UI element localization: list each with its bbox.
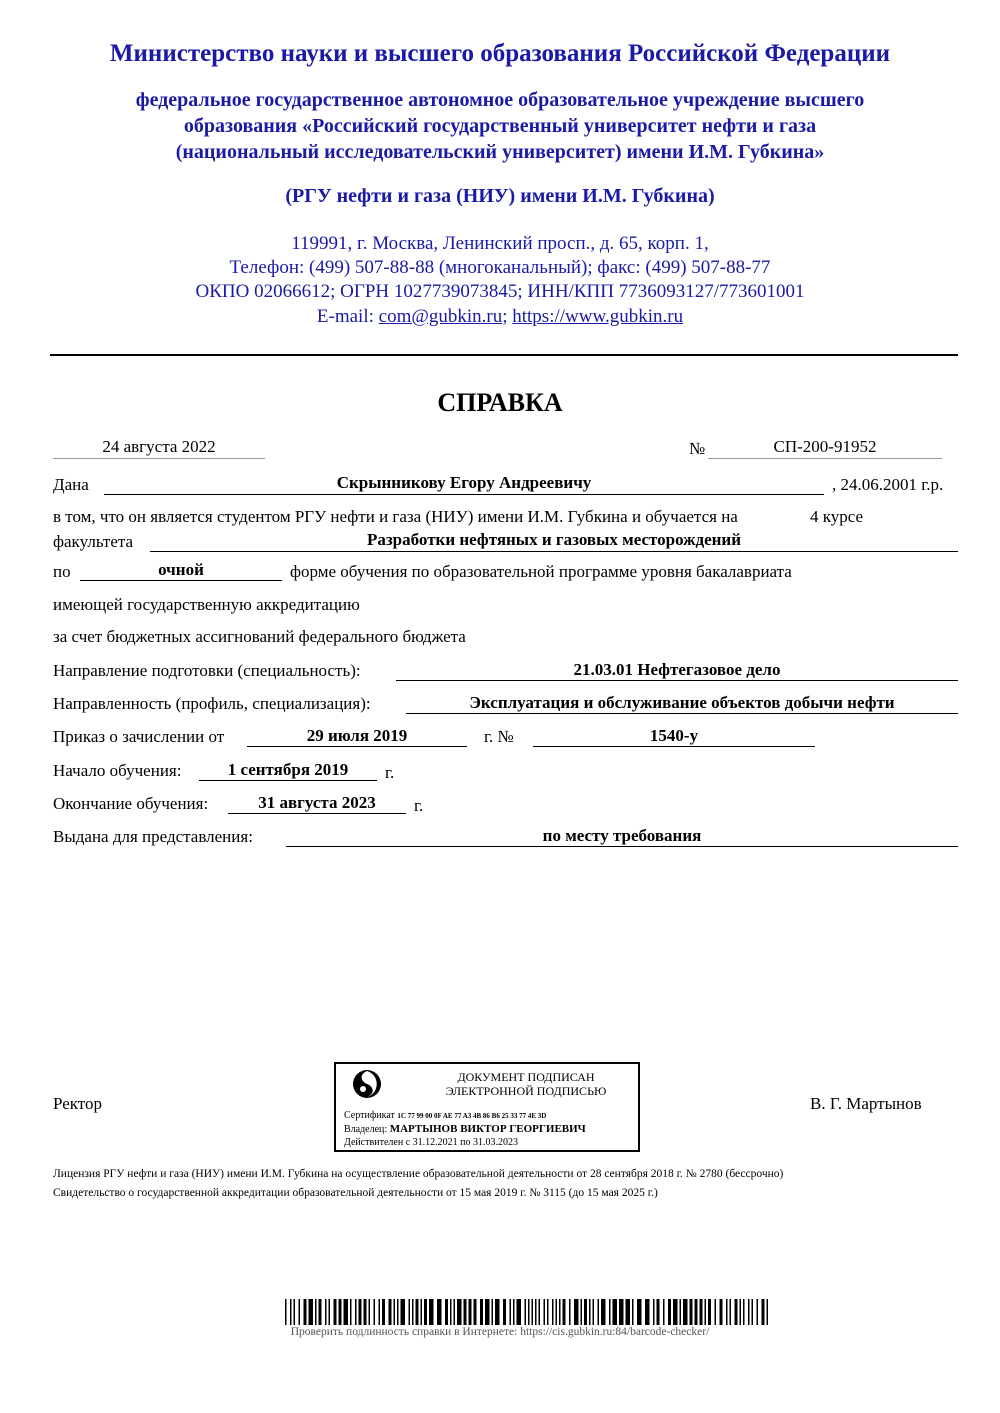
barcode-bar — [329, 1299, 331, 1325]
barcode-bar — [510, 1299, 512, 1325]
study-form-underline — [80, 580, 282, 581]
program-text: форме обучения по образовательной программе уровня бакалавриата — [290, 562, 792, 581]
start-suffix: г. — [385, 763, 395, 782]
barcode-bar — [379, 1299, 381, 1325]
stamp-title-1: ДОКУМЕНТ ПОДПИСАН — [457, 1070, 595, 1084]
barcode-bar — [364, 1299, 367, 1325]
rector-label: Ректор — [53, 1094, 103, 1113]
barcode-bar — [663, 1299, 665, 1325]
cert-label: Сертификат — [344, 1110, 395, 1121]
order-date: 29 июля 2019 — [306, 726, 408, 745]
valid-label: Действителен — [344, 1137, 404, 1148]
barcode-bar — [695, 1299, 698, 1325]
barcode-bar — [437, 1299, 442, 1325]
direction-value: 21.03.01 Нефтегазовое дело — [573, 660, 781, 679]
barcode-bar — [574, 1299, 579, 1325]
barcode-bar — [705, 1299, 707, 1325]
owner-label: Владелец: — [344, 1124, 388, 1135]
barcode-bar — [637, 1299, 642, 1325]
document-title: СПРАВКА — [437, 388, 563, 417]
barcode-bar — [309, 1299, 314, 1325]
ministry-title: Министерство науки и высшего образования Российской Федерации — [109, 40, 891, 67]
barcode-bar — [315, 1299, 317, 1325]
barcode-bar — [532, 1299, 534, 1325]
org-name-line-1: федеральное государственное автономное образовательное учреждение высшего — [135, 89, 865, 111]
barcode-bar — [673, 1299, 678, 1325]
funding-text: за счет бюджетных ассигнований федерального бюджета — [53, 627, 466, 646]
profile-underline — [406, 713, 958, 714]
owner-value: МАРТЫНОВ ВИКТОР ГЕОРГИЕВИЧ — [389, 1123, 586, 1135]
rector-name: В. Г. Мартынов — [810, 1094, 922, 1113]
barcode-bar — [513, 1299, 515, 1325]
end-suffix: г. — [414, 796, 424, 815]
barcode-bar — [556, 1299, 558, 1325]
date-underline — [53, 458, 265, 459]
emblem-icon — [348, 1069, 386, 1099]
accreditation-text: имеющей государственную аккредитацию — [53, 595, 360, 614]
barcode-bar — [619, 1299, 624, 1325]
barcode-bar — [730, 1299, 732, 1325]
order-label: Приказ о зачислении от — [53, 727, 225, 746]
barcode-bar — [389, 1299, 392, 1325]
barcode-bar — [609, 1299, 611, 1325]
given-label: Дана — [53, 475, 89, 494]
barcode-bar — [429, 1299, 434, 1325]
direction-label: Направление подготовки (специальность): — [53, 661, 361, 680]
org-contacts — [0, 306, 1000, 328]
email-prefix: E-mail: — [316, 306, 379, 327]
status-text: в том, что он является студентом РГУ нефти и газа (НИУ) имени И.М. Губкина и обучается на — [53, 507, 738, 526]
barcode-bar — [344, 1299, 349, 1325]
birth-date: , 24.06.2001 г.р. — [832, 475, 944, 494]
license-text: Лицензия РГУ нефти и газа (НИУ) имени И.М. Губкина на осуществление образовательной деятельности от 28 сентября 2018 г. № 2780 (бессрочно) — [53, 1168, 784, 1180]
barcode-bar — [319, 1299, 322, 1325]
faculty-label: факультета — [53, 532, 134, 551]
barcode-bar — [569, 1299, 571, 1325]
barcode-bar — [525, 1299, 527, 1325]
barcode-bar — [369, 1299, 371, 1325]
barcode-bar — [720, 1299, 723, 1325]
order-number-underline — [533, 746, 815, 747]
barcode-bar — [290, 1299, 292, 1325]
number-label: № — [689, 439, 706, 458]
barcode-bar — [613, 1299, 618, 1325]
barcode-bar — [409, 1299, 411, 1325]
org-short-name: (РГУ нефти и газа (НИУ) имени И.М. Губкина) — [285, 185, 715, 207]
issued-for-underline — [286, 846, 958, 847]
email-link[interactable]: com@gubkin.ru — [378, 306, 503, 327]
barcode-bar — [700, 1299, 703, 1325]
barcode-bar — [412, 1299, 414, 1325]
barcode-bar — [374, 1299, 376, 1325]
barcode-bar — [424, 1299, 427, 1325]
barcode-bar — [598, 1299, 600, 1325]
org-name-line-2: образования «Российский государственный университет нефти и газа — [183, 115, 817, 137]
barcode-bar — [668, 1299, 671, 1325]
stamp-certificate — [344, 1110, 546, 1121]
barcode-bar — [748, 1299, 750, 1325]
barcode-bar — [690, 1299, 693, 1325]
number-underline — [708, 458, 942, 459]
barcode-bar — [563, 1299, 566, 1325]
faculty-name: Разработки нефтяных и газовых месторождений — [366, 530, 742, 549]
verify-link-text: Проверить подлинность справки в Интернете: https://cis.gubkin.ru:84/barcode-checker/ — [290, 1326, 710, 1338]
barcode — [285, 1299, 770, 1325]
barcode-bar — [547, 1299, 549, 1325]
valid-value: с 31.12.2021 по 31.03.2023 — [405, 1137, 519, 1148]
profile-value: Эксплуатация и обслуживание объектов добычи нефти — [469, 693, 895, 712]
barcode-bar — [632, 1299, 634, 1325]
student-name-underline — [104, 494, 824, 495]
start-date-underline — [199, 780, 377, 781]
org-phone: Телефон: (499) 507-88-88 (многоканальный); факс: (499) 507-88-77 — [229, 257, 771, 278]
barcode-bar — [394, 1299, 396, 1325]
barcode-bar — [752, 1299, 754, 1325]
barcode-bar — [350, 1299, 352, 1325]
student-name: Скрынникову Егору Андреевичу — [336, 473, 592, 492]
barcode-bar — [285, 1299, 287, 1325]
order-date-underline — [247, 746, 467, 747]
barcode-bar — [355, 1299, 357, 1325]
barcode-bar — [726, 1299, 728, 1325]
barcode-bar — [382, 1299, 385, 1325]
barcode-bar — [601, 1299, 606, 1325]
profile-label: Направленность (профиль, специализация): — [53, 694, 371, 713]
barcode-bar — [416, 1299, 419, 1325]
barcode-bar — [495, 1299, 500, 1325]
barcode-bar — [593, 1299, 595, 1325]
barcode-bar — [454, 1299, 456, 1325]
barcode-bar — [464, 1299, 467, 1325]
start-date: 1 сентября 2019 — [227, 760, 349, 779]
barcode-bar — [626, 1299, 631, 1325]
barcode-bar — [503, 1299, 506, 1325]
barcode-bar — [767, 1299, 769, 1325]
barcode-bar — [559, 1299, 561, 1325]
by-label: по — [53, 562, 71, 581]
barcode-bar — [653, 1299, 655, 1325]
website-link[interactable]: https://www.gubkin.ru — [512, 306, 684, 327]
barcode-bar — [339, 1299, 342, 1325]
barcode-bar — [294, 1299, 296, 1325]
barcode-bar — [485, 1299, 490, 1325]
barcode-bar — [539, 1299, 541, 1325]
barcode-bar — [581, 1299, 583, 1325]
study-form: очной — [158, 560, 204, 579]
barcode-bar — [680, 1299, 682, 1325]
barcode-bar — [517, 1299, 522, 1325]
faculty-underline — [150, 551, 958, 552]
direction-underline — [396, 680, 958, 681]
barcode-bar — [304, 1299, 307, 1325]
barcode-bar — [657, 1299, 660, 1325]
barcode-bar — [589, 1299, 591, 1325]
barcode-bar — [457, 1299, 462, 1325]
barcode-bar — [397, 1299, 399, 1325]
header-divider — [50, 354, 958, 356]
contacts-separator: ; — [502, 306, 513, 327]
barcode-bar — [421, 1299, 423, 1325]
order-number-label: г. № — [484, 727, 514, 746]
org-codes: ОКПО 02066612; ОГРН 1027739073845; ИНН/КПП 7736093127/773601001 — [195, 281, 805, 302]
barcode-bar — [645, 1299, 650, 1325]
org-address: 119991, г. Москва, Ленинский просп., д. 65, корп. 1, — [291, 233, 709, 254]
electronic-signature-stamp — [334, 1062, 640, 1152]
barcode-bar — [544, 1299, 546, 1325]
cert-value: 1C 77 99 00 0F AE 77 A3 4B 86 B6 25 33 77 4E 3D — [397, 1112, 547, 1120]
barcode-bar — [299, 1299, 301, 1325]
stamp-title-2: ЭЛЕКТРОННОЙ ПОДПИСЬЮ — [445, 1084, 607, 1098]
barcode-bar — [325, 1299, 327, 1325]
barcode-bar — [450, 1299, 452, 1325]
barcode-bar — [334, 1299, 337, 1325]
barcode-bar — [445, 1299, 448, 1325]
document-date: 24 августа 2022 — [102, 437, 216, 456]
barcode-bar — [584, 1299, 587, 1325]
barcode-bar — [762, 1299, 765, 1325]
start-label: Начало обучения: — [53, 761, 182, 780]
order-number: 1540-у — [649, 726, 699, 745]
barcode-bar — [474, 1299, 477, 1325]
barcode-bar — [683, 1299, 688, 1325]
barcode-bar — [743, 1299, 745, 1325]
barcode-bar — [715, 1299, 717, 1325]
end-date-underline — [228, 813, 406, 814]
end-date: 31 августа 2023 — [258, 793, 376, 812]
barcode-bar — [528, 1299, 530, 1325]
org-name-line-3: (национальный исследовательский университет) имени И.М. Губкина» — [175, 141, 825, 163]
barcode-bar — [757, 1299, 759, 1325]
issued-label: Выдана для представления: — [53, 827, 253, 846]
end-label: Окончание обучения: — [53, 794, 209, 813]
barcode-bar — [708, 1299, 711, 1325]
barcode-bar — [735, 1299, 738, 1325]
barcode-bar — [492, 1299, 494, 1325]
barcode-bar — [480, 1299, 483, 1325]
stamp-validity — [344, 1137, 518, 1148]
barcode-bar — [401, 1299, 406, 1325]
issued-for: по месту требования — [542, 826, 702, 845]
barcode-bar — [535, 1299, 537, 1325]
barcode-bar — [552, 1299, 554, 1325]
course: 4 курсе — [810, 507, 864, 526]
barcode-bar — [359, 1299, 362, 1325]
barcode-bar — [469, 1299, 472, 1325]
barcode-bar — [740, 1299, 742, 1325]
document-number: СП-200-91952 — [773, 437, 877, 456]
accreditation-cert-text: Свидетельство о государственной аккредитации образовательной деятельности от 15 мая 2019 г. № 3115 (до 15 мая 2025 г.) — [53, 1187, 658, 1199]
stamp-owner — [344, 1123, 586, 1135]
